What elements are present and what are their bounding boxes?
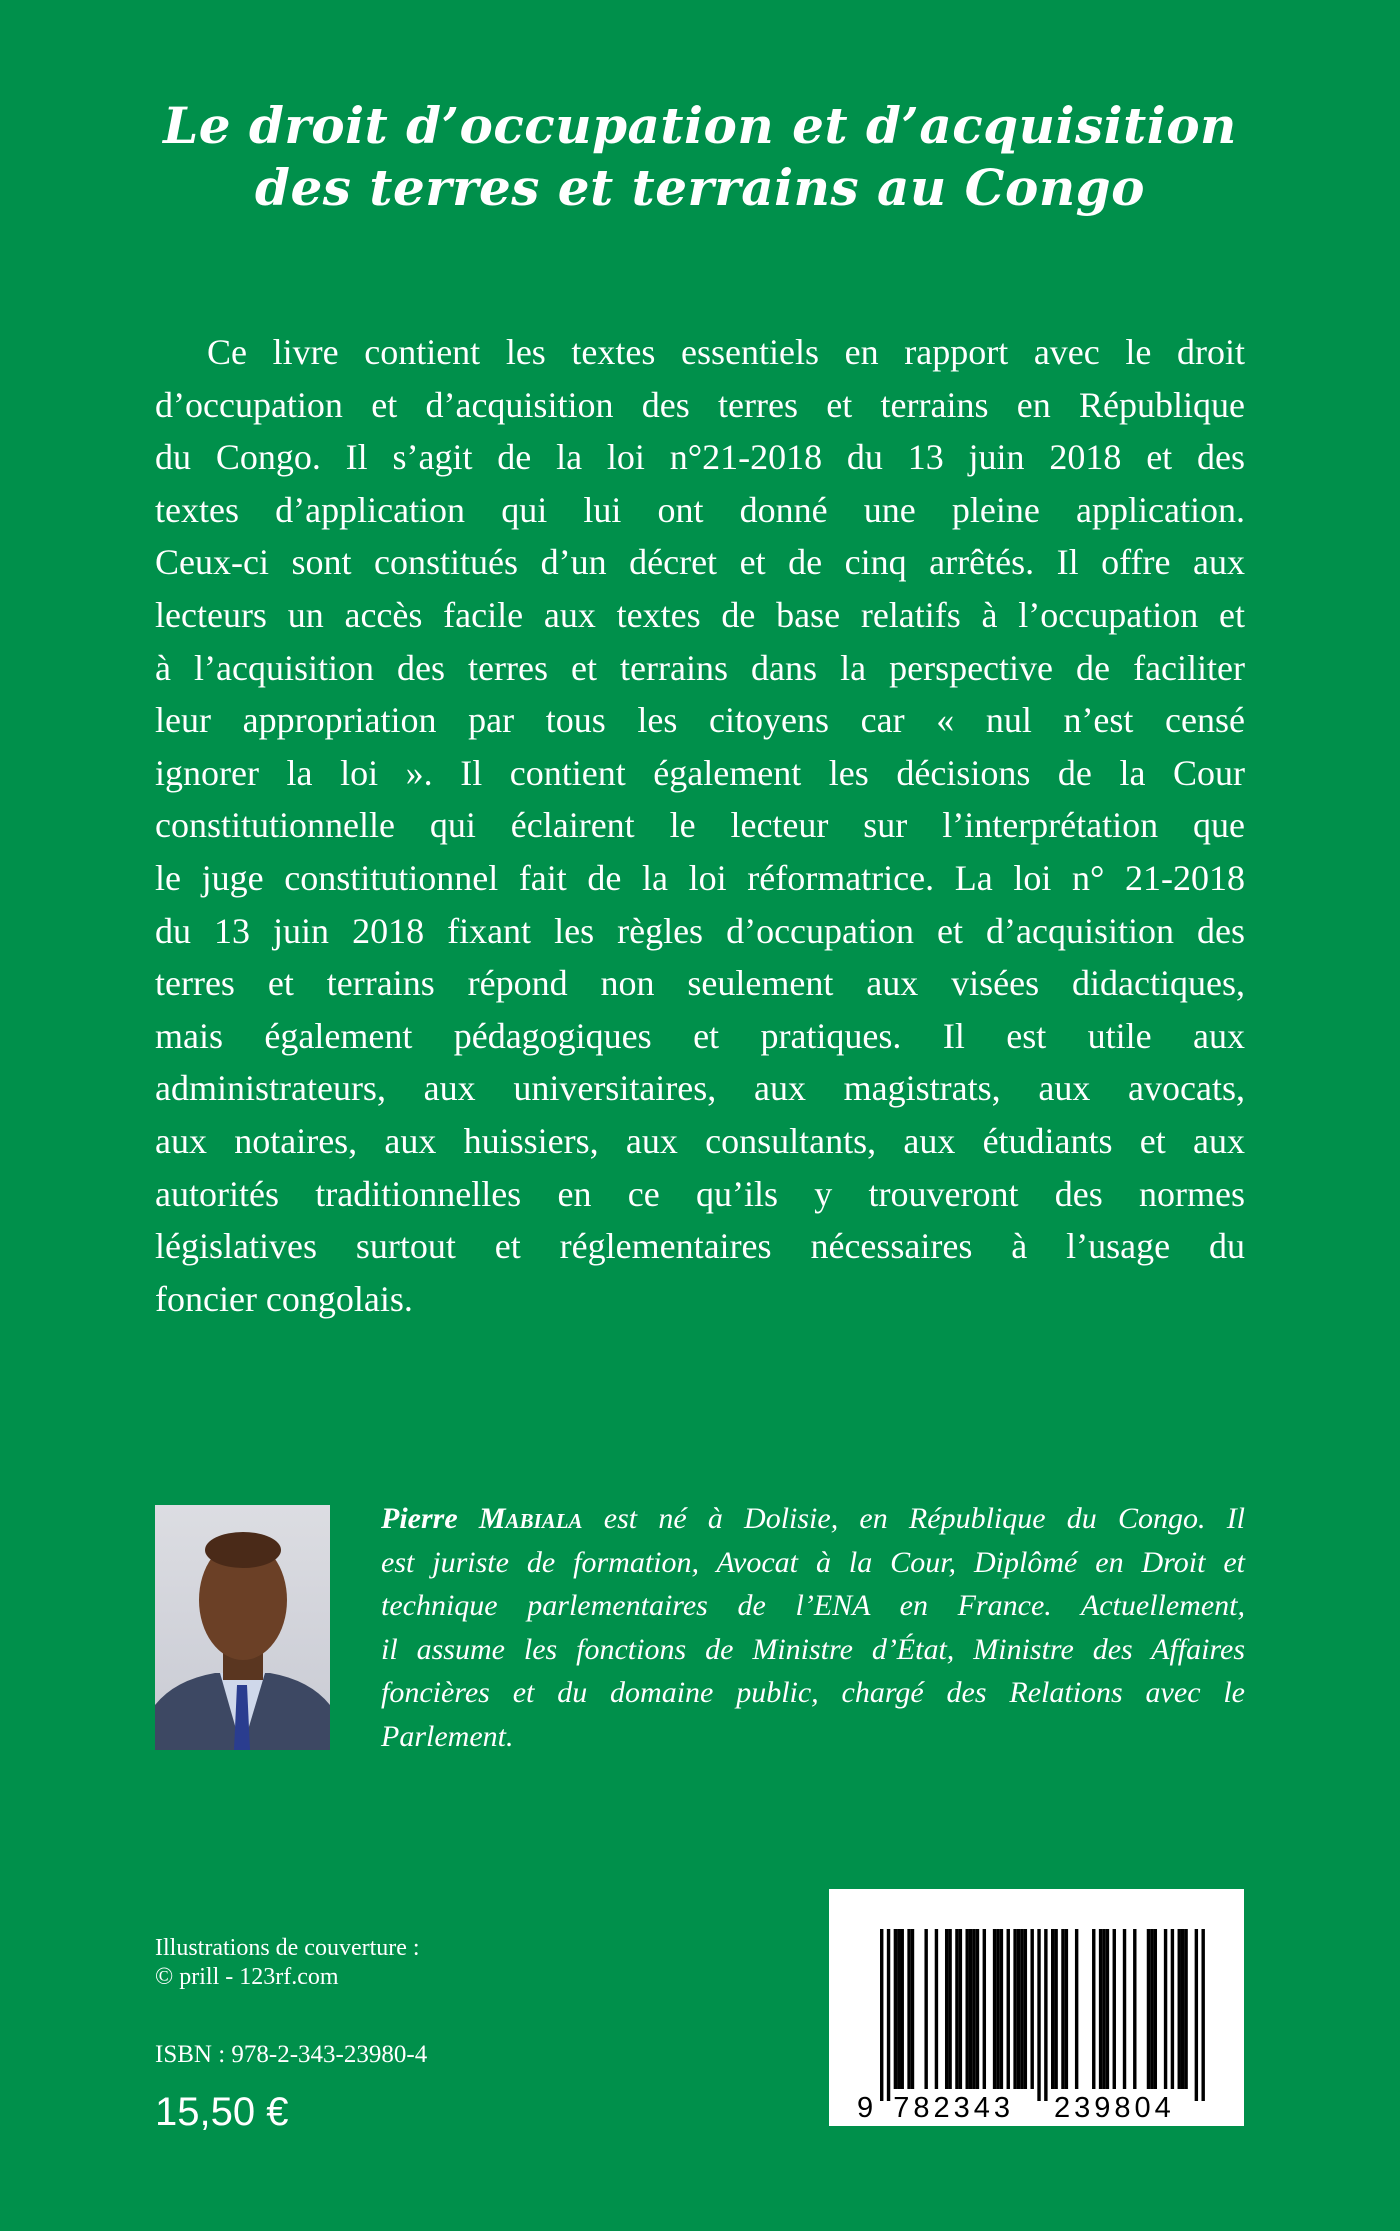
barcode-bar	[897, 1929, 900, 2089]
barcode-bar	[1195, 1929, 1198, 2101]
price: 15,50 €	[155, 2090, 289, 2134]
bio-line: technique parlementaires de l’ENA en France. Actuellement,	[381, 1589, 1245, 1623]
barcode-bar	[976, 1929, 979, 2089]
summary-line: Ce livre contient les textes essentiels en rapport avec le droit	[207, 332, 1245, 372]
barcode-bar	[1150, 1929, 1153, 2089]
cover-credits	[155, 1934, 420, 1992]
barcode-bar	[969, 1929, 972, 2089]
barcode-bar	[1044, 1929, 1047, 2101]
barcode-bar	[1061, 1929, 1064, 2089]
summary-line: mais également pédagogiques et pratiques. Il est utile aux	[155, 1015, 1245, 1056]
title-line-2: des terres et terrains au Congo	[255, 158, 1145, 217]
barcode-bar	[1092, 1929, 1095, 2089]
barcode-bar	[1164, 1929, 1167, 2089]
summary-line: le juge constitutionnel fait de la loi réformatrice. La loi n° 21-2018	[155, 857, 1245, 898]
barcode-bar	[1013, 1929, 1016, 2089]
bio-line: est né à Dolisie, en République du Congo. Il	[603, 1502, 1246, 1535]
barcode-bar	[1020, 1929, 1023, 2089]
barcode-bar	[924, 1929, 927, 2089]
barcode-bar	[894, 1929, 897, 2089]
barcode-bar	[1184, 1929, 1187, 2089]
credits-source: © prill - 123rf.com	[155, 1964, 339, 1990]
summary-line: Ceux-ci sont constitués d’un décret et de cinq arrêtés. Il offre aux	[155, 542, 1245, 583]
barcode-bar	[1102, 1929, 1105, 2089]
barcode-bar	[983, 1929, 986, 2089]
summary-line: foncier congolais.	[155, 1278, 413, 1319]
barcode-bar	[966, 1929, 969, 2089]
barcode-bar	[1007, 1929, 1010, 2089]
barcode-digits: 782343	[893, 2092, 1015, 2124]
summary-line: terres et terrains répond non seulement aux visées didactiques,	[155, 963, 1245, 1004]
summary-line: textes d’application qui lui ont donné une pleine application.	[155, 489, 1245, 530]
barcode-bar	[1181, 1929, 1184, 2089]
summary-line: autorités traditionnelles en ce qu’ils y trouveront des normes	[155, 1173, 1245, 1214]
barcode-bar	[1030, 1929, 1033, 2089]
summary-line: lecteurs un accès facile aux textes de base relatifs à l’occupation et	[155, 594, 1245, 635]
bio-line: foncières et du domaine public, chargé des Relations avec le	[381, 1676, 1245, 1710]
barcode-bar	[1171, 1929, 1174, 2089]
barcode-bar	[1113, 1929, 1116, 2089]
credits-label: Illustrations de couverture :	[155, 1935, 420, 1961]
summary-line: leur appropriation par tous les citoyens car « nul n’est censé	[155, 700, 1245, 741]
summary-line: d’occupation et d’acquisition des terres et terrains en République	[155, 384, 1245, 425]
barcode-bar	[1201, 1929, 1204, 2101]
barcode-digits: 239804	[1054, 2092, 1175, 2124]
summary-text	[155, 326, 1245, 1325]
barcode-bar	[1147, 1929, 1150, 2089]
barcode-bar	[972, 1929, 975, 2089]
barcode-bar	[996, 1929, 999, 2089]
author-bio	[381, 1497, 1245, 1759]
barcode-bar	[1133, 1929, 1136, 2089]
summary-line: du Congo. Il s’agit de la loi n°21-2018 du 13 juin 2018 et des	[155, 437, 1245, 478]
barcode-bar	[1099, 1929, 1102, 2089]
barcode-bar	[993, 1929, 996, 2089]
barcode-bar	[1054, 1929, 1057, 2089]
barcode-bar	[1024, 1929, 1027, 2089]
summary-line: du 13 juin 2018 fixant les règles d’occupation et d’acquisition des	[155, 910, 1245, 951]
summary-line: à l’acquisition des terres et terrains dans la perspective de faciliter	[155, 647, 1245, 688]
barcode-bar	[1106, 1929, 1109, 2089]
summary-line: législatives surtout et réglementaires nécessaires à l’usage du	[155, 1226, 1245, 1267]
author-photo	[155, 1505, 330, 1750]
barcode-bar	[1075, 1929, 1078, 2089]
barcode-bar	[1065, 1929, 1068, 2089]
barcode-bar	[880, 1929, 883, 2101]
barcode-bar	[945, 1929, 948, 2089]
summary-line: aux notaires, aux huissiers, aux consultants, aux étudiants et aux	[155, 1120, 1245, 1161]
barcode	[829, 1889, 1244, 2126]
barcode-bar	[1017, 1929, 1020, 2089]
summary-line: ignorer la loi ». Il contient également les décisions de la Cour	[155, 752, 1245, 793]
isbn: ISBN : 978-2-343-23980-4	[155, 2041, 428, 2068]
barcode-bar	[948, 1929, 951, 2089]
summary-line: administrateurs, aux universitaires, aux magistrats, aux avocats,	[155, 1068, 1245, 1109]
barcode-bar	[901, 1929, 904, 2089]
bio-line: est juriste de formation, Avocat à la Cour, Diplômé en Droit et	[381, 1545, 1245, 1579]
barcode-bar	[1037, 1929, 1040, 2101]
barcode-bar	[955, 1929, 958, 2089]
barcode-bar	[959, 1929, 962, 2089]
barcode-bar	[911, 1929, 914, 2089]
author-last-name: Mabiala	[478, 1502, 583, 1535]
barcode-bar	[887, 1929, 890, 2101]
barcode-bar	[1000, 1929, 1003, 2089]
barcode-bar	[935, 1929, 938, 2089]
bio-line: Parlement.	[381, 1719, 514, 1753]
summary-line: constitutionnelle qui éclairent le lecteur sur l’interprétation que	[155, 805, 1245, 846]
barcode-digits: 9	[857, 2092, 878, 2124]
barcode-bar	[1178, 1929, 1181, 2089]
barcode-bar	[1123, 1929, 1126, 2089]
barcode-bar	[907, 1929, 910, 2089]
title-line-1: Le droit d’occupation et d’acquisition	[163, 96, 1237, 155]
bio-line: il assume les fonctions de Ministre d’État, Ministre des Affaires	[381, 1632, 1245, 1666]
author-first-name: Pierre	[381, 1502, 458, 1535]
barcode-bar	[1051, 1929, 1054, 2089]
book-title	[0, 95, 1400, 219]
barcode-bar	[1154, 1929, 1157, 2089]
